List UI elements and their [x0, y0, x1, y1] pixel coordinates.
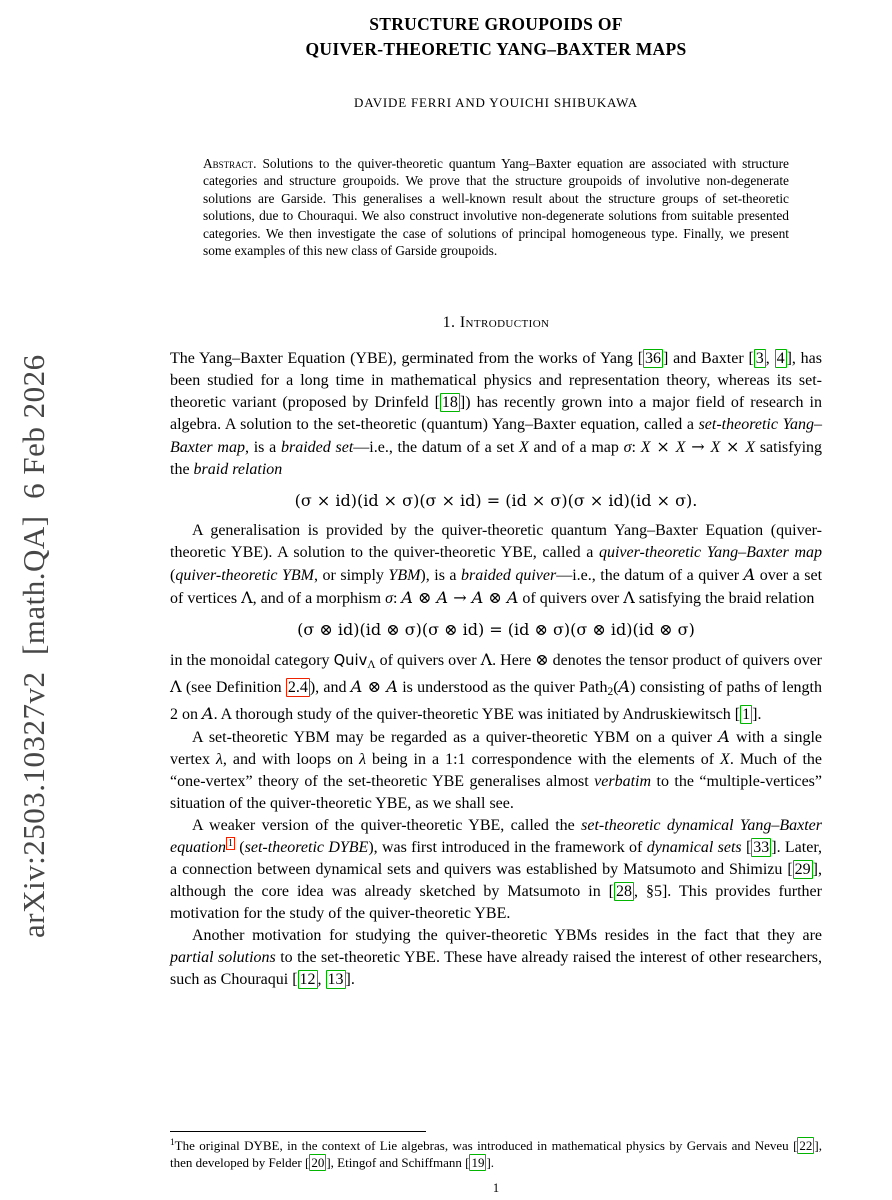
- text-run: verbatim: [594, 772, 652, 790]
- text-run: set-theoretic DYBE: [244, 838, 369, 856]
- text-run: ], Etingof and Schiffmann [: [326, 1155, 470, 1171]
- text-run: X: [640, 438, 651, 456]
- citation-link[interactable]: 20: [311, 1155, 325, 1171]
- text-run: and of a map: [528, 438, 624, 456]
- text-run: ) consisting of paths of length 2 on: [170, 678, 822, 723]
- text-run: A: [618, 676, 631, 696]
- text-run: —i.e., the datum of a quiver: [556, 566, 744, 584]
- page-number: 1: [492, 1181, 500, 1195]
- citation-link[interactable]: 19: [471, 1155, 485, 1171]
- paper-title: [170, 12, 822, 61]
- text-run: satisfying the braid relation: [634, 589, 815, 607]
- citation-link[interactable]: 3: [755, 349, 764, 367]
- text-run: 1: [170, 1137, 175, 1148]
- text-run: ⊗: [483, 587, 507, 607]
- paragraph-2: [170, 520, 822, 610]
- paper-title-line2: QUIVER-THEORETIC YANG–BAXTER MAPS: [305, 38, 687, 59]
- text-run: , §5]. This provides further motivation for the study of the quiver-theoretic YBE.: [170, 882, 822, 922]
- text-run: ), and: [309, 678, 351, 696]
- text-run: Abstract.: [203, 156, 257, 171]
- footnote-marker-link[interactable]: 1: [228, 837, 233, 849]
- text-run: X: [519, 438, 529, 456]
- citation-link[interactable]: 12: [299, 970, 316, 988]
- text-run: ⊗: [535, 649, 549, 669]
- citation-link[interactable]: 1: [742, 705, 751, 723]
- text-run: ), was first introduced in the framework of: [368, 838, 647, 856]
- text-run: denotes the tensor product of quivers over: [548, 651, 823, 669]
- citation-link[interactable]: 22: [799, 1137, 813, 1153]
- text-run: X: [675, 438, 686, 456]
- text-run: A weaker version of the quiver-theoretic YBE, called the: [192, 816, 582, 834]
- text-run: Λ: [170, 676, 182, 696]
- text-run: A: [386, 676, 398, 696]
- footnote-divider: [170, 1131, 426, 1132]
- text-run: over a set of vertices: [170, 566, 823, 607]
- text-run: Introduction: [459, 313, 550, 331]
- text-run: , or simply: [314, 566, 389, 584]
- text-run: braided set: [280, 438, 354, 456]
- text-run: to the “multiple-vertices” situation of the quiver-theoretic YBE, as we shall see.: [170, 772, 822, 812]
- text-run: ], then developed by Felder [: [170, 1137, 822, 1171]
- text-run: (: [170, 566, 176, 584]
- text-run: [: [741, 838, 752, 856]
- text-run: with a single vertex: [170, 728, 823, 768]
- text-run: Another motivation for studying the quiver-theoretic YBMs resides in the fact that they are: [192, 926, 822, 944]
- text-run: Λ: [241, 587, 253, 607]
- text-run: . Here: [492, 651, 536, 669]
- citation-link[interactable]: 36: [645, 349, 662, 367]
- text-run: ].: [345, 970, 355, 988]
- text-run: quiver-theoretic YBM: [175, 566, 314, 584]
- text-run: ,: [765, 349, 775, 367]
- paper-authors: DAVIDE FERRI AND YOUICHI SHIBUKAWA: [354, 95, 638, 110]
- text-run: ].: [486, 1155, 495, 1171]
- text-run: braided quiver: [461, 566, 557, 584]
- text-run: 1.: [442, 313, 460, 331]
- text-run: in the monoidal category: [170, 651, 334, 669]
- display-equation-braid-relation-quivers: (σ ⊗ id)(id ⊗ σ)(σ ⊗ id) = (id ⊗ σ)(σ ⊗ id)(id ⊗ σ): [297, 619, 695, 639]
- text-run: , and with loops on: [222, 750, 360, 768]
- text-run: braid relation: [193, 460, 283, 478]
- display-equation-braid-relation-sets: (σ × id)(id × σ)(σ × id) = (id × σ)(σ × id)(id × σ).: [294, 490, 698, 510]
- text-run: is understood as the quiver Path: [397, 678, 608, 696]
- paper-title-line1: STRUCTURE GROUPOIDS OF: [369, 14, 623, 34]
- citation-link[interactable]: 33: [753, 838, 770, 856]
- text-run: σ: [385, 589, 393, 607]
- text-run: Λ: [367, 658, 376, 671]
- text-run: X: [710, 438, 721, 456]
- text-run: ,: [317, 970, 326, 988]
- text-run: (: [613, 678, 619, 696]
- text-run: quiver-theoretic Yang–Baxter map: [598, 543, 822, 561]
- paper-body-column: [170, 12, 822, 1172]
- text-run: Quiv: [333, 651, 368, 669]
- text-run: ], although the core idea was already sketched by Matsumoto in [: [170, 860, 822, 900]
- footnote-block: [170, 1131, 822, 1172]
- text-run: Solutions to the quiver-theoretic quantum Yang–Baxter equation are associated with structure categories and structure groupoids. We prove that the structure groupoids of involutive non-degenerate solutions are Garside. This generalises a well-known result about the structure groups of set-theoretic solutions, due to Chouraqui. We also construct involutive non-degenerate solutions from suitable presented categories. We then investigate the case of solutions of principal homogeneous type. Finally, we present some examples of this new class of Garside groupoids.: [203, 156, 789, 259]
- text-run: ⊗: [412, 587, 437, 607]
- citation-link[interactable]: 29: [794, 860, 811, 878]
- text-run: :: [631, 438, 641, 456]
- text-run: The Yang–Baxter Equation (YBE), germinated from the works of Yang [: [170, 349, 644, 367]
- text-run: of quivers over: [375, 651, 481, 669]
- text-run: ), is a: [420, 566, 462, 584]
- text-run: X: [745, 438, 756, 456]
- text-run: YBM: [388, 566, 421, 584]
- text-run: A: [202, 703, 214, 723]
- paragraph-5: [170, 925, 822, 991]
- paragraph-2-continued: [170, 649, 822, 726]
- text-run: A: [506, 587, 519, 607]
- text-run: Λ: [480, 649, 493, 669]
- text-run: A: [471, 587, 484, 607]
- text-run: ×: [720, 436, 746, 456]
- text-run: partial solutions: [170, 948, 276, 966]
- text-run: X: [720, 750, 730, 768]
- paragraph-4: [170, 815, 822, 925]
- text-run: (see Definition: [181, 678, 286, 696]
- text-run: set-theoretic Yang–Baxter map: [170, 415, 822, 456]
- text-run: set-theoretic dynamical Yang–Baxter equation: [170, 816, 822, 856]
- text-run: The original DYBE, in the context of Lie algebras, was introduced in mathematical physics by Gervais and Neveu [: [174, 1137, 798, 1153]
- text-run: σ: [623, 438, 632, 456]
- paragraph-1: [170, 348, 822, 481]
- text-run: A generalisation is provided by the quiver-theoretic quantum Yang–Baxter Equation (quiver-theoretic YBE). A solution to the quiver-theoretic YBE, called a: [170, 521, 822, 561]
- text-run: —i.e., the datum of a set: [353, 438, 520, 456]
- text-run: λ: [359, 750, 367, 768]
- text-run: A: [743, 564, 756, 584]
- citation-link[interactable]: 28: [616, 882, 632, 900]
- text-run: →: [448, 587, 472, 607]
- text-run: :: [392, 589, 402, 607]
- text-run: ]. Later, a connection between dynamical sets and quivers was established by Matsumoto and Shimizu [: [170, 838, 823, 878]
- text-run: A: [350, 676, 363, 696]
- text-run: ×: [650, 436, 676, 456]
- text-run: being in a 1:1 correspondence with the elements of: [366, 750, 721, 768]
- text-run: ⊗: [362, 676, 387, 696]
- text-run: to the set-theoretic YBE. These have already raised the interest of other researchers, such as Chouraqui [: [170, 948, 822, 988]
- arxiv-watermark: arXiv:2503.10327v2 [math.QA] 6 Feb 2026: [16, 354, 51, 938]
- text-run: , is a: [244, 438, 281, 456]
- citation-link[interactable]: 13: [327, 970, 344, 988]
- text-run: (: [235, 838, 245, 856]
- internal-reference-link[interactable]: 2.4: [287, 678, 308, 696]
- text-run: ] and Baxter [: [663, 349, 754, 367]
- citation-link[interactable]: 18: [441, 393, 458, 411]
- text-run: 2: [607, 685, 614, 698]
- abstract: [203, 155, 789, 260]
- text-run: A: [436, 587, 449, 607]
- paragraph-3: [170, 726, 822, 815]
- text-run: A: [718, 726, 730, 746]
- text-run: , and of a morphism: [252, 589, 386, 607]
- text-run: dynamical sets: [646, 838, 742, 856]
- text-run: ].: [752, 705, 762, 723]
- text-run: . Much of the “one-vertex” theory of the set-theoretic YBE generalises almost: [170, 750, 823, 790]
- text-run: A set-theoretic YBM may be regarded as a quiver-theoretic YBM on a quiver: [192, 728, 719, 746]
- text-run: satisfying the: [170, 438, 823, 478]
- citation-link[interactable]: 4: [776, 349, 785, 367]
- text-run: →: [685, 436, 711, 456]
- text-run: Λ: [623, 587, 635, 607]
- text-run: λ: [215, 750, 223, 768]
- text-run: ]) has recently grown into a major field of research in algebra. A solution to the set-theoretic (quantum) Yang–Baxter equation, called a: [170, 393, 822, 433]
- text-run: . A thorough study of the quiver-theoretic YBE was initiated by Andruskiewitsch [: [213, 705, 741, 723]
- text-run: of quivers over: [518, 589, 624, 607]
- section-heading-introduction: [170, 314, 822, 332]
- footnote-text: [170, 1137, 822, 1172]
- text-run: ], has been studied for a long time in mathematical physics and representation theory, whereas its set-theoretic variant (proposed by Drinfeld [: [170, 349, 823, 411]
- text-run: A: [401, 587, 413, 607]
